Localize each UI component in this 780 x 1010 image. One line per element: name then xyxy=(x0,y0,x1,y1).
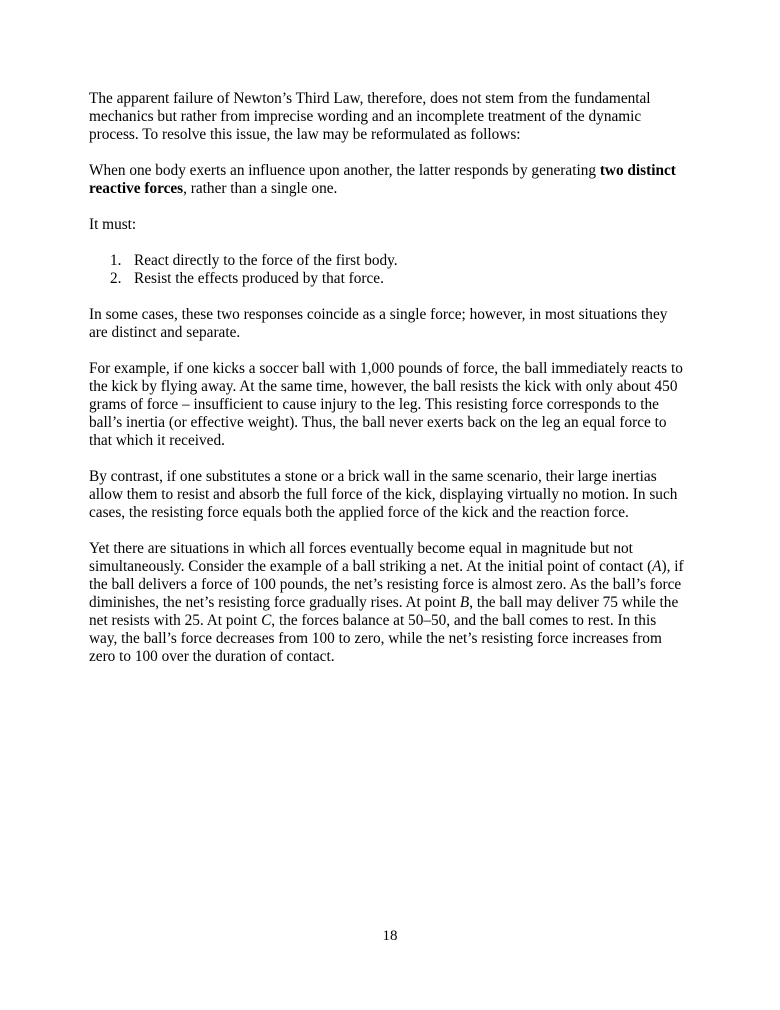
para-ball-net xyxy=(89,540,691,666)
para-soccer-example xyxy=(89,360,691,450)
text-segment: Yet there are situations in which all forces eventually become equal in magnitude but not xyxy=(89,540,633,557)
text-line xyxy=(89,216,691,234)
text-line xyxy=(89,504,691,522)
text-segment: In some cases, these two responses coincide as a single force; however, in most situations they xyxy=(89,306,668,323)
text-segment: , rather than a single one. xyxy=(183,180,338,197)
list-marker: 1. xyxy=(110,252,122,269)
text-segment: ball’s inertia (or effective weight). Thus, the ball never exerts back on the leg an equal force to xyxy=(89,414,667,431)
text-line xyxy=(89,324,691,342)
text-line xyxy=(89,594,691,612)
text-segment: allow them to resist and absorb the full force of the kick, displaying virtually no motion. In such xyxy=(89,486,678,503)
page-number: 18 xyxy=(382,928,398,944)
text-line xyxy=(89,360,691,378)
text-line xyxy=(89,162,691,180)
text-line xyxy=(89,612,691,630)
para-it-must xyxy=(89,216,691,234)
text-segment: diminishes, the net’s resisting force gradually rises. At point xyxy=(89,594,460,611)
italic-text: B xyxy=(459,594,470,611)
text-line xyxy=(89,558,691,576)
text-segment: When one body exerts an influence upon another, the latter responds by generating xyxy=(89,162,600,179)
text-line xyxy=(89,468,691,486)
text-line xyxy=(89,396,691,414)
text-line xyxy=(89,90,691,108)
text-segment: ), if xyxy=(661,558,684,575)
text-segment: , the forces balance at 50–50, and the ball comes to rest. In this xyxy=(271,612,657,629)
list-item xyxy=(110,270,691,288)
para-intro xyxy=(89,90,691,144)
italic-text: C xyxy=(261,612,272,629)
page-footer xyxy=(0,927,780,945)
para-reformulated-law xyxy=(89,162,691,198)
text-segment: cases, the resisting force equals both the applied force of the kick and the reaction force. xyxy=(89,504,629,521)
para-brick-wall xyxy=(89,468,691,522)
document-body xyxy=(89,90,691,684)
text-line xyxy=(89,486,691,504)
list-marker: 2. xyxy=(110,270,122,287)
bold-text: two distinct xyxy=(599,162,676,179)
text-segment: simultaneously. Consider the example of a ball striking a net. At the initial point of contact ( xyxy=(89,558,653,575)
text-segment: grams of force – insufficient to cause injury to the leg. This resisting force corresponds to the xyxy=(89,396,659,413)
text-segment: that which it received. xyxy=(89,432,225,449)
text-line xyxy=(89,108,691,126)
text-segment: net resists with 25. At point xyxy=(89,612,262,629)
text-segment: React directly to the force of the first body. xyxy=(134,252,398,269)
text-line xyxy=(89,126,691,144)
text-line xyxy=(89,414,691,432)
text-segment: It must: xyxy=(89,216,137,233)
text-segment: Resist the effects produced by that force. xyxy=(134,270,384,287)
text-line xyxy=(89,378,691,396)
text-segment: way, the ball’s force decreases from 100 to zero, while the net’s resisting force increases from xyxy=(89,630,662,647)
text-line xyxy=(89,576,691,594)
text-line xyxy=(89,306,691,324)
text-segment: the kick by flying away. At the same time, however, the ball resists the kick with only about 450 xyxy=(89,378,678,395)
text-line xyxy=(89,432,691,450)
text-line xyxy=(89,540,691,558)
text-segment: process. To resolve this issue, the law may be reformulated as follows: xyxy=(89,126,521,143)
text-line xyxy=(89,648,691,666)
list-item xyxy=(110,252,691,270)
bold-text: reactive forces xyxy=(89,180,184,197)
text-line xyxy=(89,180,691,198)
text-segment: zero to 100 over the duration of contact. xyxy=(89,648,335,665)
para-coincide xyxy=(89,306,691,342)
text-line xyxy=(89,630,691,648)
requirements-list xyxy=(89,252,691,288)
text-segment: are distinct and separate. xyxy=(89,324,241,341)
text-segment: , the ball may deliver 75 while the xyxy=(469,594,679,611)
text-segment: By contrast, if one substitutes a stone or a brick wall in the same scenario, their large inertias xyxy=(89,468,657,485)
text-segment: The apparent failure of Newton’s Third Law, therefore, does not stem from the fundamental xyxy=(89,90,651,107)
text-segment: the ball delivers a force of 100 pounds, the net’s resisting force is almost zero. As the ball’s force xyxy=(89,576,682,593)
italic-text: A xyxy=(652,558,662,575)
text-segment: For example, if one kicks a soccer ball with 1,000 pounds of force, the ball immediately reacts to xyxy=(89,360,683,377)
text-segment: mechanics but rather from imprecise wording and an incomplete treatment of the dynamic xyxy=(89,108,642,125)
